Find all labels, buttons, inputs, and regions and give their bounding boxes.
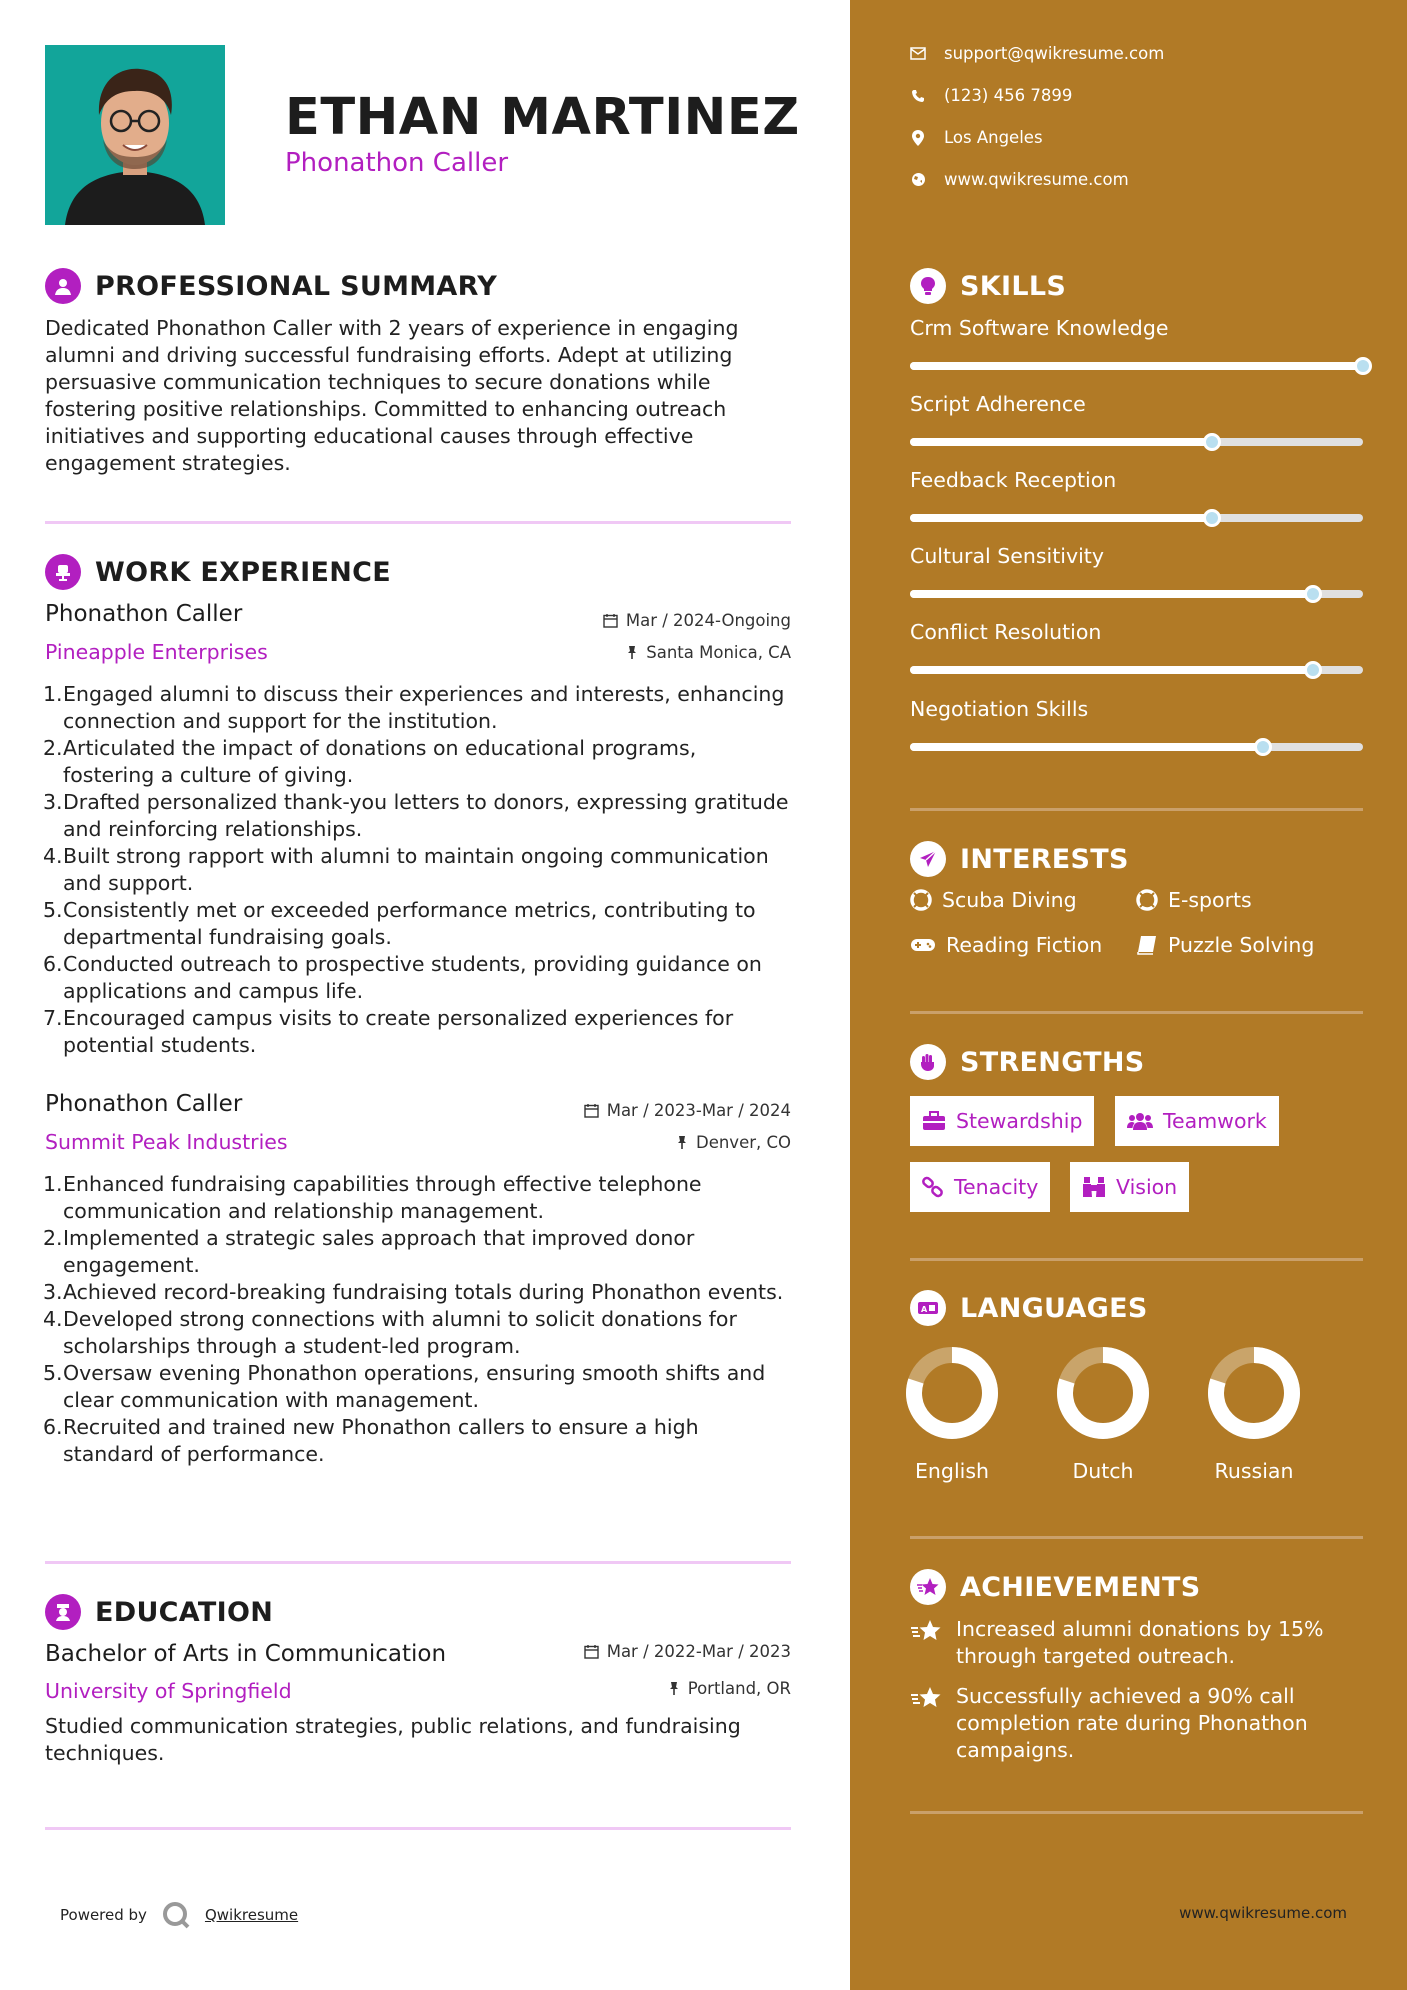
life-ring-icon <box>1136 889 1158 911</box>
list-item: 2. Implemented a strategic sales approach that improved donor engagement. <box>43 1226 695 1277</box>
skill-slider-handle <box>1254 738 1272 756</box>
life-ring-icon <box>910 889 932 911</box>
language-item <box>1204 1345 1304 1483</box>
experience-title: WORK EXPERIENCE <box>95 556 391 588</box>
skill-item <box>910 316 1363 370</box>
strength-chip: Teamwork <box>1115 1096 1279 1146</box>
skill-track <box>910 590 1363 598</box>
contact-location: Los Angeles <box>910 128 1043 147</box>
company-name: Pineapple Enterprises <box>45 640 268 664</box>
envelope-icon <box>910 46 926 62</box>
language-donut <box>1055 1345 1151 1441</box>
languages-title: LANGUAGES <box>960 1292 1148 1324</box>
skills-heading <box>910 268 1066 304</box>
education-description: Studied communication strategies, public relations, and fundraising techniques. <box>45 1714 741 1765</box>
skill-item <box>910 392 1363 446</box>
list-item: 1. Enhanced fundraising capabilities through effective telephone communication and relationship management. <box>43 1172 702 1223</box>
skill-fill <box>910 514 1212 522</box>
lightbulb-icon <box>910 268 946 304</box>
qwikresume-link[interactable]: Qwikresume <box>204 1906 299 1924</box>
sidebar <box>850 0 1407 1990</box>
job-bullets <box>45 681 791 1059</box>
strengths-title: STRENGTHS <box>960 1046 1145 1078</box>
skills-title: SKILLS <box>960 270 1067 302</box>
divider <box>910 1258 1363 1261</box>
profile-photo <box>45 45 225 225</box>
skill-item <box>910 468 1363 522</box>
job-location: Santa Monica, CA <box>626 643 791 662</box>
contact-email[interactable]: support@qwikresume.com <box>910 44 1164 63</box>
language-name: English <box>914 1459 990 1483</box>
skill-track <box>910 666 1363 674</box>
globe-icon <box>910 172 926 188</box>
divider <box>910 1011 1363 1014</box>
briefcase-chair-icon <box>45 554 81 590</box>
summary-heading <box>45 268 497 304</box>
contact-phone[interactable]: (123) 456 7899 <box>910 86 1072 105</box>
list-item: 4. Developed strong connections with alumni to solicit donations for scholarships through a student-led program. <box>43 1307 737 1358</box>
achievement-item: Successfully achieved a 90% call completion rate during Phonathon campaigns. <box>910 1683 1363 1764</box>
skill-slider-handle <box>1203 433 1221 451</box>
interest-item: E-sports <box>1136 888 1252 912</box>
user-icon <box>45 268 81 304</box>
skill-slider-handle <box>1203 509 1221 527</box>
list-item: 7. Encouraged campus visits to create personalized experiences for potential students. <box>43 1006 734 1057</box>
candidate-role: Phonathon Caller <box>285 148 509 178</box>
interests-title: INTERESTS <box>960 843 1129 875</box>
skill-name: Cultural Sensitivity <box>910 544 1104 568</box>
skill-name: Script Adherence <box>910 392 1086 416</box>
skill-name: Negotiation Skills <box>910 697 1089 721</box>
list-item: 6. Recruited and trained new Phonathon callers to ensure a high standard of performance. <box>43 1415 699 1466</box>
list-item: 3. Drafted personalized thank-you letters to donors, expressing gratitude and reinforcing relationships. <box>43 790 789 841</box>
interest-item: Puzzle Solving <box>1136 933 1314 957</box>
calendar-icon <box>603 613 618 628</box>
binoculars-icon <box>1082 1176 1106 1198</box>
strengths-heading <box>910 1044 1145 1080</box>
skill-track <box>910 362 1363 370</box>
education-location: Portland, OR <box>668 1679 791 1698</box>
briefcase-icon <box>922 1111 946 1131</box>
qwikresume-logo-icon <box>161 1900 191 1930</box>
job-title: Phonathon Caller <box>45 1091 243 1117</box>
divider <box>910 1811 1363 1814</box>
skill-track <box>910 438 1363 446</box>
contact-website[interactable]: www.qwikresume.com <box>910 170 1129 189</box>
book-icon <box>1136 935 1158 955</box>
skill-name: Feedback Reception <box>910 468 1117 492</box>
users-icon <box>1127 1111 1153 1131</box>
skill-fill <box>910 666 1313 674</box>
language-donut <box>904 1345 1000 1441</box>
language-icon <box>910 1290 946 1326</box>
skill-name: Conflict Resolution <box>910 620 1102 644</box>
calendar-icon <box>584 1644 599 1659</box>
divider <box>45 1561 791 1564</box>
experience-heading <box>45 554 391 590</box>
language-donut <box>1206 1345 1302 1441</box>
footer-website[interactable]: www.qwikresume.com <box>1179 1904 1347 1922</box>
skill-item <box>910 620 1363 674</box>
candidate-name: ETHAN MARTINEZ <box>285 88 800 147</box>
list-item: 4. Built strong rapport with alumni to maintain ongoing communication and support. <box>43 844 769 895</box>
education-title: EDUCATION <box>95 1596 274 1628</box>
graduate-icon <box>45 1594 81 1630</box>
languages-heading <box>910 1290 1148 1326</box>
list-item: 2. Articulated the impact of donations on educational programs, fostering a culture of giving. <box>43 736 697 787</box>
list-item: 5. Consistently met or exceeded performance metrics, contributing to departmental fundraising goals. <box>43 898 756 949</box>
list-item: 1. Engaged alumni to discuss their experiences and interests, enhancing connection and support for the institution. <box>43 682 785 733</box>
star-icon <box>910 1569 946 1605</box>
job-title: Phonathon Caller <box>45 601 243 627</box>
divider <box>45 1827 791 1830</box>
language-name: Russian <box>1214 1459 1294 1483</box>
company-name: Summit Peak Industries <box>45 1130 288 1154</box>
skill-fill <box>910 743 1263 751</box>
achievements-heading <box>910 1569 1201 1605</box>
list-item: 5. Oversaw evening Phonathon operations, ensuring smooth shifts and clear communication with management. <box>43 1361 766 1412</box>
divider <box>910 1536 1363 1539</box>
job-bullets <box>45 1171 791 1468</box>
job-location: Denver, CO <box>676 1133 791 1152</box>
education-heading <box>45 1594 273 1630</box>
link-icon <box>922 1176 944 1198</box>
calendar-icon <box>584 1103 599 1118</box>
achievement-item: Increased alumni donations by 15% through targeted outreach. <box>910 1616 1363 1670</box>
powered-by-label: Powered by <box>60 1906 147 1924</box>
gamepad-icon <box>910 936 936 954</box>
language-item <box>1053 1345 1153 1483</box>
paper-plane-icon <box>910 841 946 877</box>
phone-icon <box>910 88 926 104</box>
fist-icon <box>910 1044 946 1080</box>
education-date: Mar / 2022-Mar / 2023 <box>584 1642 791 1661</box>
job-date: Mar / 2024-Ongoing <box>603 611 791 630</box>
svg-text:A: A <box>921 1305 928 1314</box>
strength-chip: Stewardship <box>910 1096 1094 1146</box>
skill-track <box>910 743 1363 751</box>
skill-fill <box>910 438 1212 446</box>
list-item: 3. Achieved record-breaking fundraising totals during Phonathon events. <box>43 1280 784 1304</box>
pin-icon <box>626 645 638 660</box>
interest-item: Reading Fiction <box>910 933 1102 957</box>
skill-fill <box>910 362 1363 370</box>
summary-title: PROFESSIONAL SUMMARY <box>95 270 498 302</box>
summary-text: Dedicated Phonathon Caller with 2 years of experience in engaging alumni and driving successful fundraising efforts. Adept at utilizing persuasive communication techniques to secure donations while fostering positive relationships. Committed to enhancing outreach initiatives and supporting educational causes through effective engagement strategies. <box>45 316 739 475</box>
divider <box>45 521 791 524</box>
strength-chip: Vision <box>1070 1162 1189 1212</box>
shooting-star-icon <box>910 1618 942 1644</box>
pin-icon <box>668 1681 680 1696</box>
degree-title: Bachelor of Arts in Communication <box>45 1641 447 1667</box>
language-item <box>902 1345 1002 1483</box>
skill-fill <box>910 590 1313 598</box>
school-name: University of Springfield <box>45 1679 292 1703</box>
list-item: 6. Conducted outreach to prospective students, providing guidance on applications and campus life. <box>43 952 762 1003</box>
skill-track <box>910 514 1363 522</box>
pin-icon <box>676 1135 688 1150</box>
skill-slider-handle <box>1354 357 1372 375</box>
skill-name: Crm Software Knowledge <box>910 316 1169 340</box>
achievements-title: ACHIEVEMENTS <box>960 1571 1201 1603</box>
job-date: Mar / 2023-Mar / 2024 <box>584 1101 791 1120</box>
skill-slider-handle <box>1304 661 1322 679</box>
skill-item <box>910 697 1363 751</box>
strength-chip: Tenacity <box>910 1162 1050 1212</box>
divider <box>910 808 1363 811</box>
powered-by <box>60 1900 298 1930</box>
interest-item: Scuba Diving <box>910 888 1077 912</box>
interests-heading <box>910 841 1129 877</box>
language-name: Dutch <box>1072 1459 1134 1483</box>
skill-item <box>910 544 1363 598</box>
shooting-star-icon <box>910 1685 942 1711</box>
map-marker-icon <box>910 130 926 146</box>
skill-slider-handle <box>1304 585 1322 603</box>
